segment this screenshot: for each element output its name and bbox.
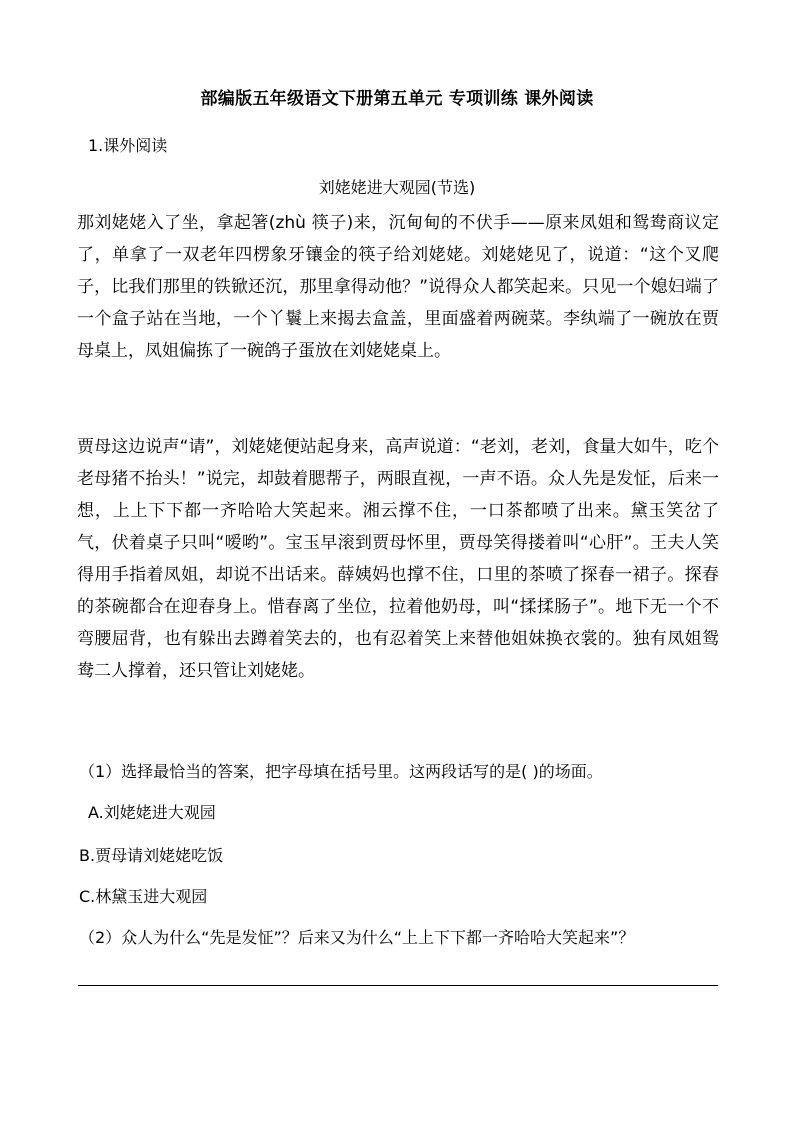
question-1: （1）选择最恰当的答案，把字母填在括号里。这两段话写的是( )的场面。 (79, 762, 603, 781)
option-b: B.贾母请刘姥姥吃饭 (79, 846, 224, 865)
option-a: A.刘姥姥进大观园 (88, 803, 216, 822)
question-2: （2）众人为什么“先是发怔”？后来又为什么“上上下下都一齐哈哈大笑起来”？ (79, 928, 635, 947)
document-title: 部编版五年级语文下册第五单元 专项训练 课外阅读 (200, 89, 594, 109)
passage-title: 刘姥姥进大观园(节选) (318, 178, 476, 197)
answer-line (78, 985, 718, 986)
passage-paragraph-1: 那刘姥姥入了坐，拿起箸(zhù 筷子)来，沉甸甸的不伏手——原来凤姐和鸳鸯商议定了，单拿了一双老年四楞象牙镶金的筷子给刘姥姥。刘姥姥见了，说道：“这个叉爬子，比我们那里的铁锨还沉，那里拿得动他？”说得众人都笑起来。只见一个媳妇端了一个盒子站在当地，一个丫鬟上来揭去盒盖，里面盛着两碗菜。李纨端了一碗放在贾母桌上，凤姐偏拣了一碗鸽子蛋放在刘姥姥桌上。 (77, 213, 719, 361)
option-c: C.林黛玉进大观园 (79, 887, 208, 906)
passage-paragraph-2: 贾母这边说声“请”，刘姥姥便站起身来，高声说道：“老刘，老刘，食量大如牛，吃个老母猪不抬头！”说完，却鼓着腮帮子，两眼直视，一声不语。众人先是发怔，后来一想，上上下下都一齐哈哈大笑起来。湘云撑不住，一口茶都喷了出来。黛玉笑岔了气，伏着桌子只叫“嗳哟”。宝玉早滚到贾母怀里，贾母笑得搂着叫“心肝”。王夫人笑得用手指着凤姐，却说不出话来。薛姨妈也撑不住，口里的茶喷了探春一裙子。探春的茶碗都合在迎春身上。惜春离了坐位，拉着他奶母，叫“揉揉肠子”。地下无一个不弯腰屈背，也有躲出去蹲着笑去的，也有忍着笑上来替他姐妹换衣裳的。独有凤姐鸳鸯二人撑着，还只管让刘姥姥。 (77, 437, 719, 681)
section-heading: 1.课外阅读 (88, 136, 168, 155)
